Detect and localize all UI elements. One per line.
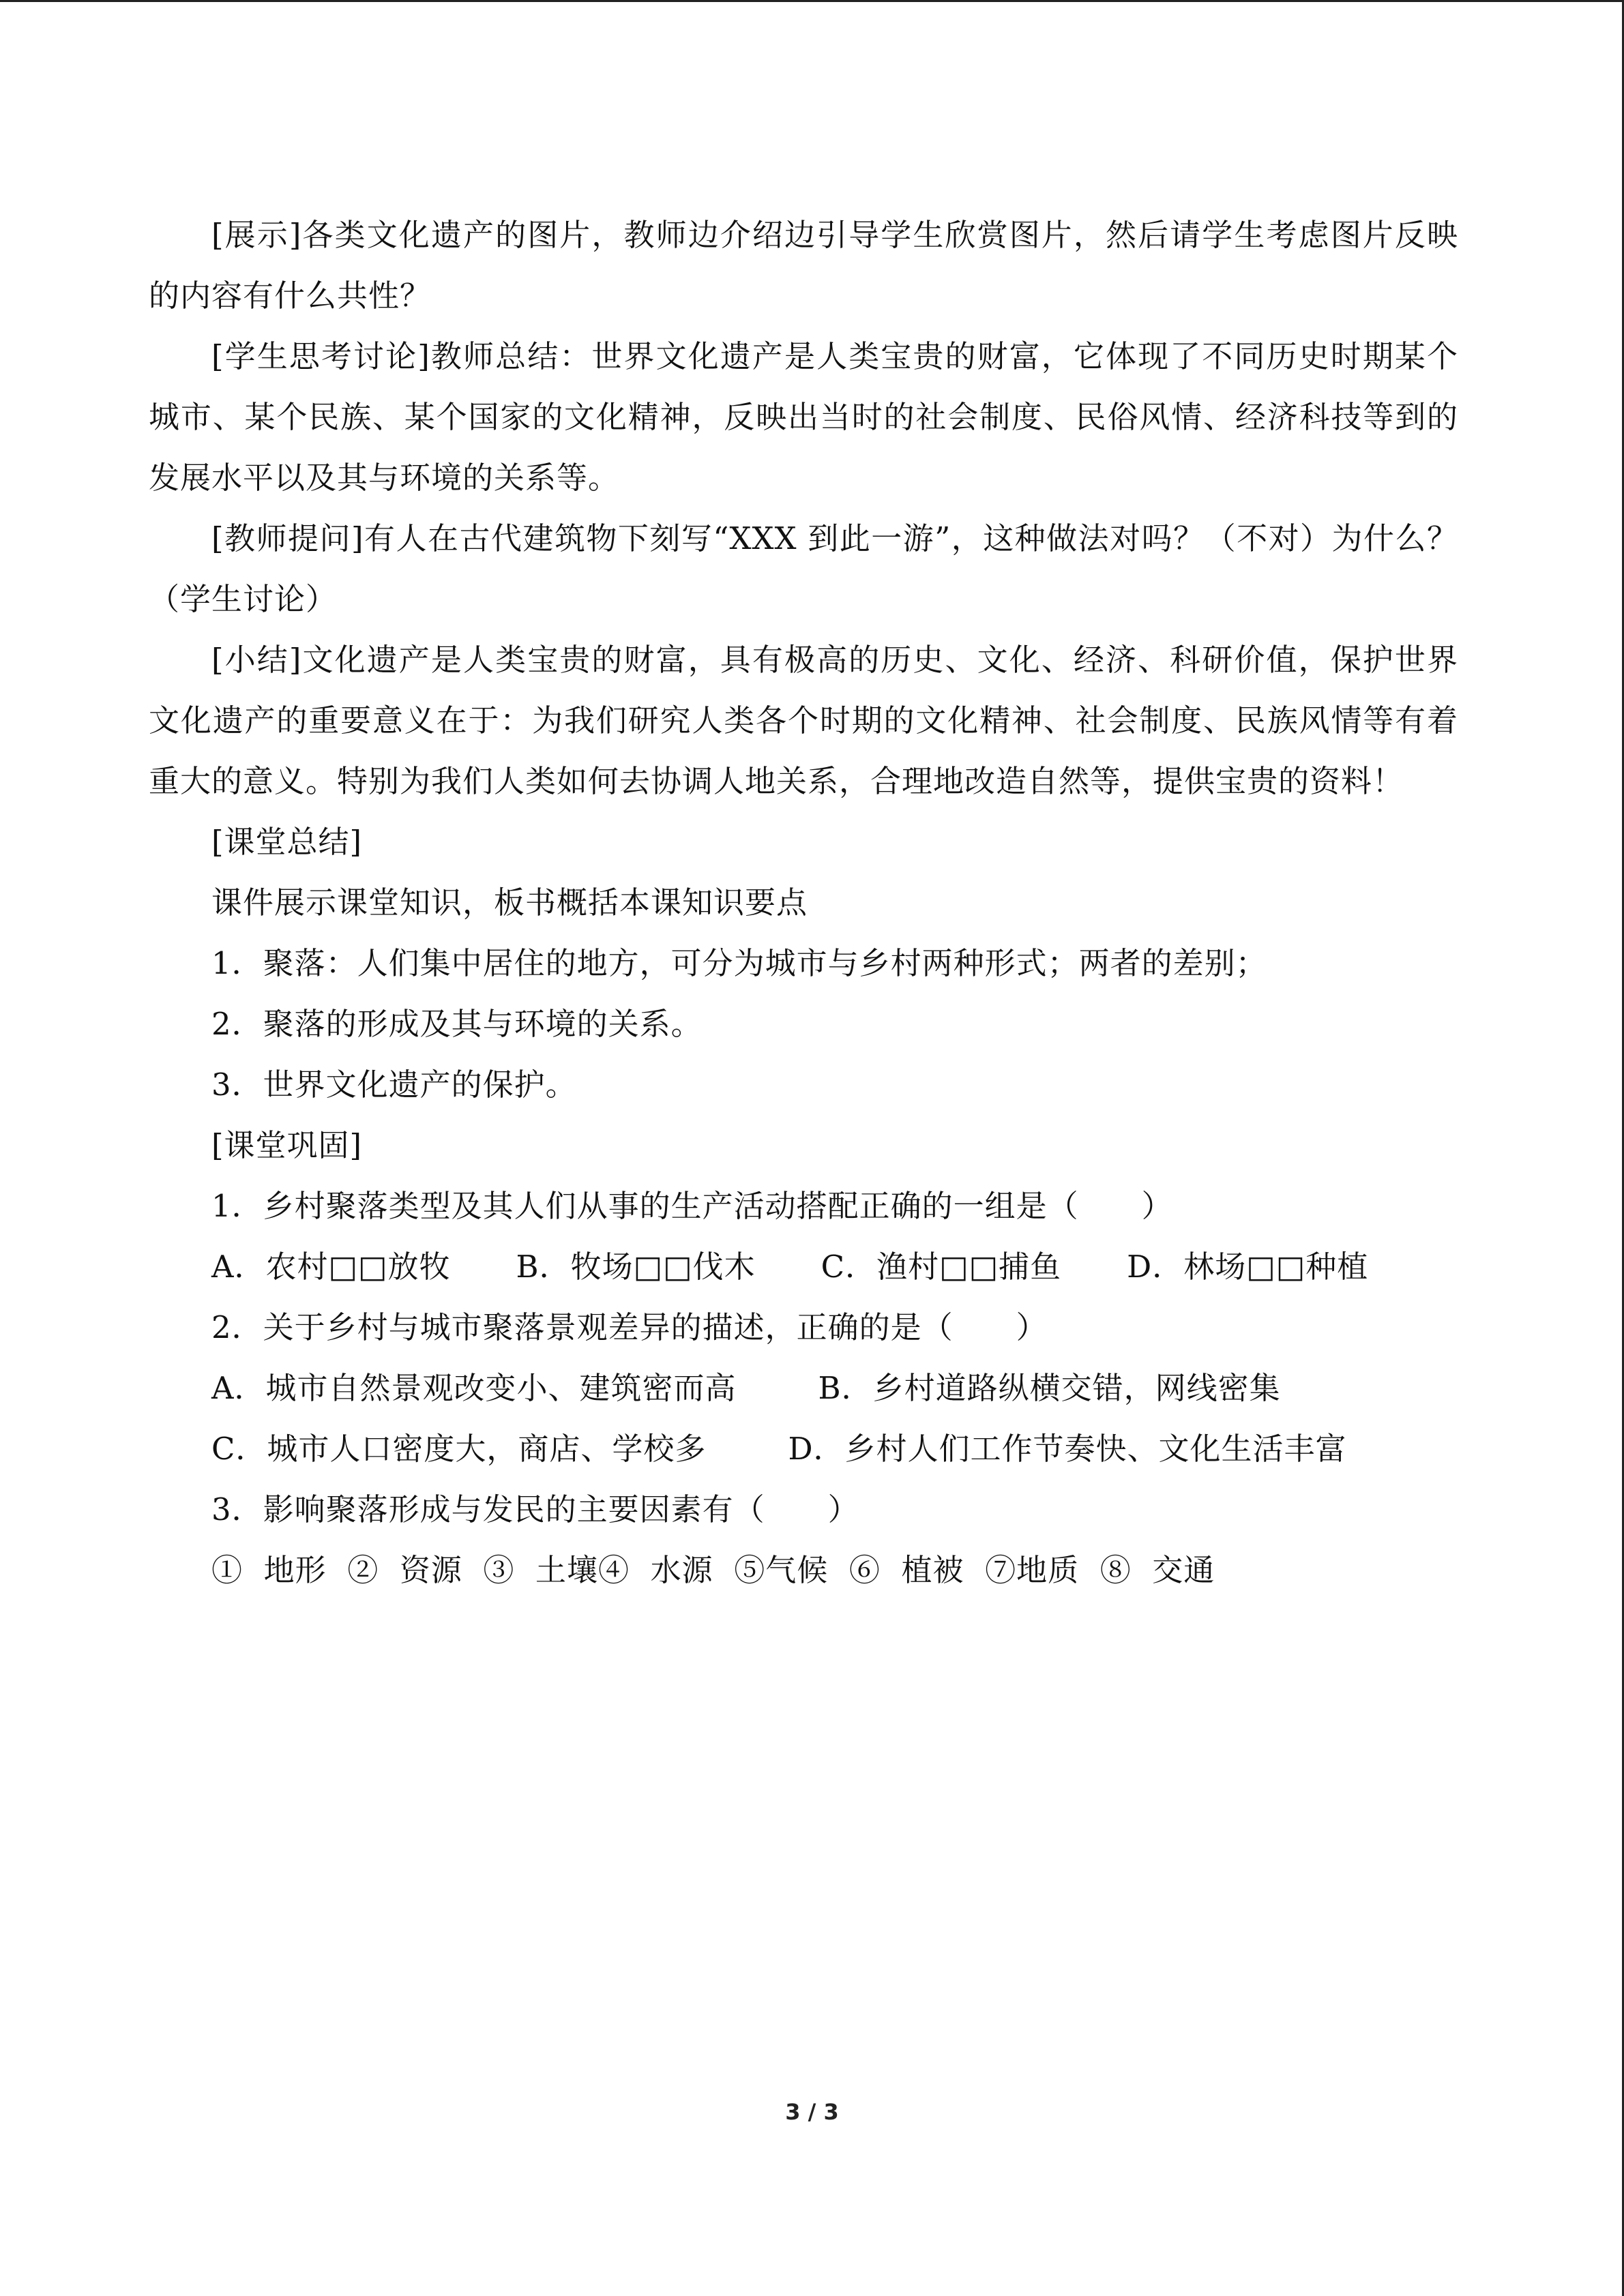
page-number: 3 / 3 [785, 2099, 839, 2125]
question-1-option-c: C．渔村□□捕鱼 [821, 1249, 1062, 1285]
question-2-options-row-1 [149, 1358, 1458, 1418]
page-border-top [0, 0, 1624, 2]
question-1-option-d: D．林场□□种植 [1127, 1249, 1369, 1285]
summary-intro: 课件展示课堂知识，板书概括本课知识要点 [211, 884, 808, 921]
paragraph-discussion: [学生思考讨论]教师总结：世界文化遗产是人类宝贵的财富，它体现了不同历史时期某个城市、某个民族、某个国家的文化精神，反映出当时的社会制度、民俗风情、经济科技等到的发展水平以及其与环境的关系等。 [149, 338, 1458, 496]
paragraph-conclusion: [小结]文化遗产是人类宝贵的财富，具有极高的历史、文化、经济、科研价值，保护世界文化遗产的重要意义在于：为我们研究人类各个时期的文化精神、社会制度、民族风情等有着重大的意义。特别为我们人类如何去协调人地关系，合理地改造自然等，提供宝贵的资料！ [149, 642, 1458, 799]
paragraph-teacher-question: [教师提问]有人在古代建筑物下刻写“XXX 到此一游”，这种做法对吗？（不对）为什么？（学生讨论） [149, 520, 1458, 617]
question-2-options-row-2 [149, 1418, 1458, 1479]
question-2-option-b: B．乡村道路纵横交错，网线密集 [818, 1370, 1281, 1406]
summary-point-1: 1．聚落：人们集中居住的地方，可分为城市与乡村两种形式；两者的差别； [211, 945, 1267, 981]
question-2-option-a: A．城市自然景观改变小、建筑密而高 [211, 1370, 737, 1406]
summary-point-3: 3．世界文化遗产的保护。 [211, 1067, 577, 1103]
question-1-option-a: A．农村□□放牧 [211, 1249, 451, 1285]
question-2-stem: 2．关于乡村与城市聚落景观差异的描述，正确的是（ ） [211, 1309, 1048, 1345]
paragraph-display: [展示]各类文化遗产的图片，教师边介绍边引导学生欣赏图片，然后请学生考虑图片反映的内容有什么共性？ [149, 217, 1458, 314]
question-2-option-c: C．城市人口密度大，商店、学校多 [211, 1431, 707, 1467]
question-3-stem: 3．影响聚落形成与发民的主要因素有（ ） [211, 1491, 859, 1527]
consolidation-heading: [课堂巩固] [211, 1127, 363, 1163]
question-3-factors: ① 地形 ② 资源 ③ 土壤④ 水源 ⑤气候 ⑥ 植被 ⑦地质 ⑧ 交通 [211, 1552, 1215, 1588]
summary-point-2: 2．聚落的形成及其与环境的关系。 [211, 1006, 703, 1042]
document-body [149, 205, 1458, 1600]
question-1-option-b: B．牧场□□伐木 [516, 1249, 756, 1285]
question-1-stem: 1．乡村聚落类型及其人们从事的生产活动搭配正确的一组是（ ） [211, 1188, 1173, 1224]
question-2-option-d: D．乡村人们工作节奏快、文化生活丰富 [788, 1431, 1347, 1467]
summary-heading: [课堂总结] [211, 824, 363, 860]
question-1-options [149, 1236, 1458, 1297]
